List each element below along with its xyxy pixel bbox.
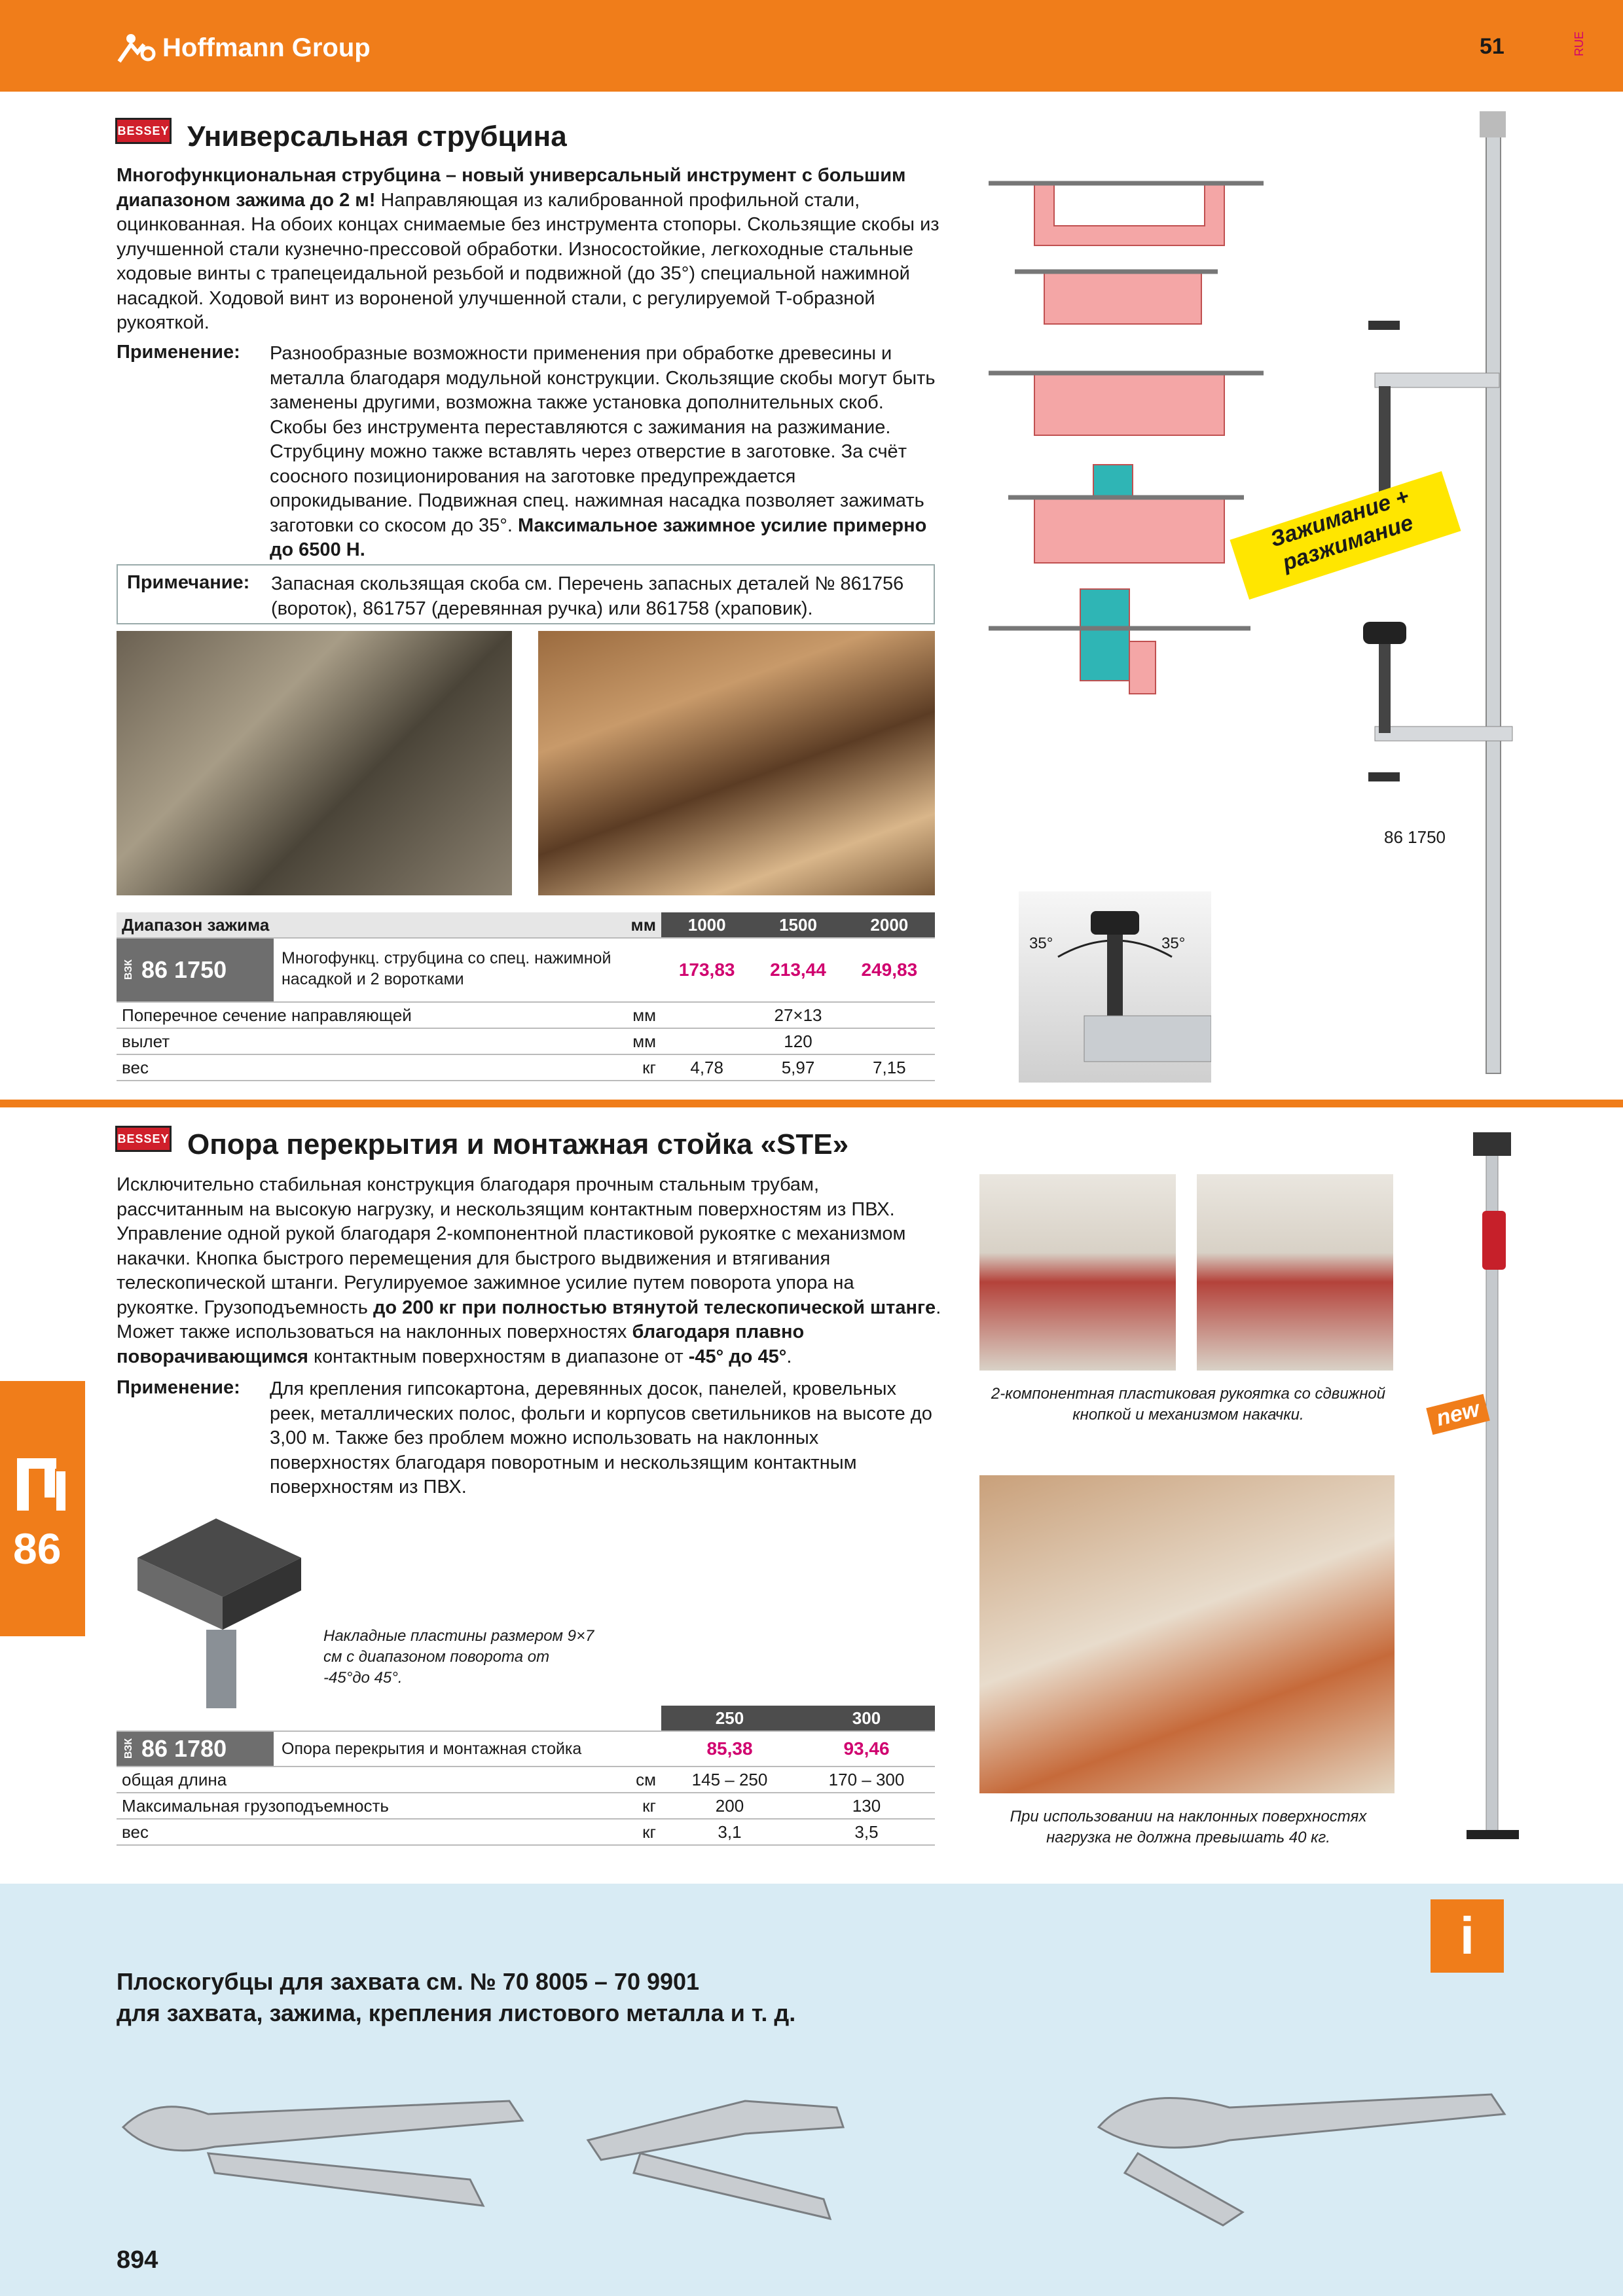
section2-title: Опора перекрытия и монтажная стойка «STE» [187, 1128, 849, 1160]
row-label: Максимальная грузоподъемность [117, 1793, 598, 1819]
empty-header-cell [117, 1706, 598, 1731]
table-row [117, 938, 935, 1002]
side-code: ВЗК [123, 960, 134, 980]
desc-part: контактным поверхностям в диапазоне от [308, 1346, 689, 1367]
universal-clamp-image [1322, 111, 1539, 1080]
section1-intro [117, 164, 941, 336]
empty-header-cell [598, 1706, 661, 1731]
info-text [117, 1966, 795, 2029]
range-unit: мм [598, 912, 661, 938]
desc-bold: -45° до 45° [688, 1346, 787, 1367]
prop-spec-table [117, 1706, 935, 1846]
clamp-photo-wood [538, 631, 935, 895]
section2-application-text: Для крепления гипсокартона, деревянных досок, панелей, кровельных реек, металлических полос, фольги и корпусов светильников на высоте до 3,00 м. Также без проблем можно использовать на наклонных поверхностях благодаря поворотным и нескользящим контактным поверхностям из ПВХ. [270, 1378, 932, 1498]
size-1000: 1000 [661, 912, 752, 938]
clamp-photo-metal [117, 631, 512, 895]
table-row [117, 1706, 935, 1731]
product-cell [117, 938, 661, 1002]
swivel-pad-icon [1019, 891, 1211, 1083]
swivel-pad-photo [1019, 891, 1211, 1083]
table-row [117, 1002, 935, 1028]
row-value: 120 [661, 1028, 935, 1054]
brand-logo [117, 31, 371, 64]
header-page-number: 51 [1480, 34, 1504, 59]
row-unit: мм [598, 1002, 661, 1028]
side-code: ВЗК [123, 1738, 134, 1759]
contact-plate-image [124, 1499, 314, 1715]
section1-application-bold: Максимальное зажимное усилие примерно до 6500 Н. [270, 514, 927, 560]
row-value: 200 [661, 1793, 798, 1819]
handle-caption: 2-компонентная пластиковая рукоятка со сдвижной кнопкой и механизмом накачки. [991, 1385, 1386, 1424]
info-line-1: Плоскогубцы для захвата см. № 70 8005 – 70 9901 [117, 1968, 700, 1995]
section1-application [270, 342, 938, 563]
section2-description [117, 1173, 941, 1369]
handle-photo-1 [979, 1174, 1176, 1371]
row-value: 170 – 300 [798, 1767, 935, 1793]
weight-1000: 4,78 [661, 1054, 752, 1081]
bessey-brand-badge: BESSEY [115, 118, 172, 144]
bessey-brand-badge: BESSEY [115, 1126, 172, 1152]
note-text: Запасная скользящая скоба см. Перечень запасных деталей № 861756 (вороток), 861757 (деревянная ручка) или 861758 (храповик). [271, 573, 904, 619]
chapter-tab [0, 1381, 85, 1636]
angle-left-label: 35° [1029, 935, 1053, 952]
size-1500: 1500 [752, 912, 843, 938]
section1-application-label: Применение: [117, 342, 240, 363]
order-number: 86 1750 [141, 956, 227, 983]
row-unit: мм [598, 1028, 661, 1054]
price-2000: 249,83 [844, 938, 935, 1002]
row-value: 145 – 250 [661, 1767, 798, 1793]
locking-pliers-images [117, 2068, 1518, 2238]
size-2000: 2000 [844, 912, 935, 938]
desc-part: . [786, 1346, 792, 1367]
table-row [117, 1767, 935, 1793]
section1-title: Универсальная струбцина [187, 120, 567, 152]
weight-unit: кг [598, 1054, 661, 1081]
order-number: 86 1780 [141, 1735, 227, 1762]
price-250: 85,38 [661, 1731, 798, 1767]
section-separator [0, 1100, 1623, 1107]
table-row [117, 1793, 935, 1819]
row-unit: кг [598, 1819, 661, 1845]
desc-bold: благодаря плавно поворачивающимся [117, 1321, 805, 1367]
telescopic-prop-image [1453, 1126, 1532, 1846]
desc-part: . Может также использоваться на наклонных поверхностях [117, 1297, 941, 1342]
hoffmann-logo-icon [117, 33, 156, 63]
weight-label: вес [117, 1054, 598, 1081]
price-300: 93,46 [798, 1731, 935, 1767]
product-cell [117, 1731, 661, 1767]
incline-caption: При использовании на наклонных поверхностях нагрузка не должна превышать 40 кг. [1010, 1808, 1367, 1846]
row-label: вес [117, 1819, 598, 1845]
plate-caption: Накладные пластины размером 9×7 см с диапазоном поворота от -45°до 45°. [323, 1627, 594, 1687]
table-row [117, 912, 935, 938]
info-icon: i [1431, 1899, 1504, 1973]
price-1500: 213,44 [752, 938, 843, 1002]
chapter-number: 86 [13, 1524, 62, 1573]
row-label: вылет [117, 1028, 598, 1054]
row-value: 130 [798, 1793, 935, 1819]
size-300: 300 [798, 1706, 935, 1731]
range-label: Диапазон зажима [117, 912, 598, 938]
product-description: Многофункц. струбцина со спец. нажимной насадкой и 2 воротками [282, 949, 611, 988]
row-unit: см [598, 1767, 661, 1793]
row-value: 3,1 [661, 1819, 798, 1845]
tools-icon [13, 1452, 71, 1515]
row-value: 27×13 [661, 1002, 935, 1028]
price-1000: 173,83 [661, 938, 752, 1002]
table-row [117, 1028, 935, 1054]
weight-1500: 5,97 [752, 1054, 843, 1081]
note-label: Примечание: [127, 572, 250, 593]
footer-page-number: 894 [117, 2246, 158, 2274]
product-number-label: 86 1750 [1384, 827, 1446, 847]
row-label: общая длина [117, 1767, 598, 1793]
weight-2000: 7,15 [844, 1054, 935, 1081]
table-row [117, 1819, 935, 1845]
row-unit: кг [598, 1793, 661, 1819]
table-row [117, 1731, 935, 1767]
row-value: 3,5 [798, 1819, 935, 1845]
size-250: 250 [661, 1706, 798, 1731]
desc-bold: до 200 кг при полностью втянутой телескопической штанге [373, 1297, 936, 1318]
desc-part: Исключительно стабильная конструкция благодаря прочным стальным трубам, рассчитанным на высокую нагрузку, и нескользящим контактным поверхностям из ПВХ. Управление одной рукой благодаря 2-компонентной пластиковой рукоятке с механизмом накачки. Кнопка быстрого перемещения для быстрого выдвижения и втягивания телескопической штанги. Регулируемое зажимное усилие путем поворота упора на рукоятке. Грузоподъемность [117, 1174, 906, 1318]
info-line-2: для захвата, зажима, крепления листового металла и т. д. [117, 2000, 796, 2026]
product-description: Опора перекрытия и монтажная стойка [282, 1739, 582, 1758]
clamp-configuration-diagram [982, 164, 1270, 713]
new-badge: new [1426, 1394, 1489, 1435]
incline-use-photo [979, 1475, 1395, 1793]
note-box [117, 564, 935, 624]
section1-intro-bold: Многофункциональная струбцина – новый универсальный инструмент с большим диапазоном зажима до 2 м! [117, 165, 906, 211]
section1-application-text: Разнообразные возможности применения при обработке древесины и металла благодаря модульной конструкции. Скользящие скобы могут быть заменены другими, возможна также установка дополнительных скоб. Скобы без инструмента переставляются с зажимания на разжимание. Струбцину можно также вставлять через отверстие в заготовке. За счёт соосного позиционирования на заготовке предупреждается опрокидывание. Подвижная спец. нажимная насадка позволяет зажимать заготовки со скосом до 35°. [270, 343, 936, 536]
row-label: Поперечное сечение направляющей [117, 1002, 598, 1028]
section1-intro-rest: Направляющая из калиброванной профильной стали, оцинкованная. На обоих концах снимаемые без инструмента стопоры. Скользящие скобы из улучшенной стали кузнечно-прессовой обработки. Износостойкие, легкоходные стальные ходовые винты с трапецеидальной резьбой и подвижной (до 35°) специальной нажимной насадкой. Ходовой винт из вороненой улучшенной стали, с регулируемой T-образной рукояткой. [117, 189, 939, 333]
language-code: RUE [1573, 31, 1586, 57]
order-number-block [117, 939, 274, 1001]
brand-name: Hoffmann Group [162, 33, 371, 62]
order-number-block [117, 1732, 274, 1766]
section2-application-label: Применение: [117, 1377, 240, 1398]
handle-photo-2 [1197, 1174, 1393, 1371]
clamp-spec-table [117, 912, 935, 1081]
angle-right-label: 35° [1161, 935, 1186, 952]
clamp-spread-badge-text: Зажимание + разжимание [1267, 484, 1417, 576]
table-row [117, 1054, 935, 1081]
